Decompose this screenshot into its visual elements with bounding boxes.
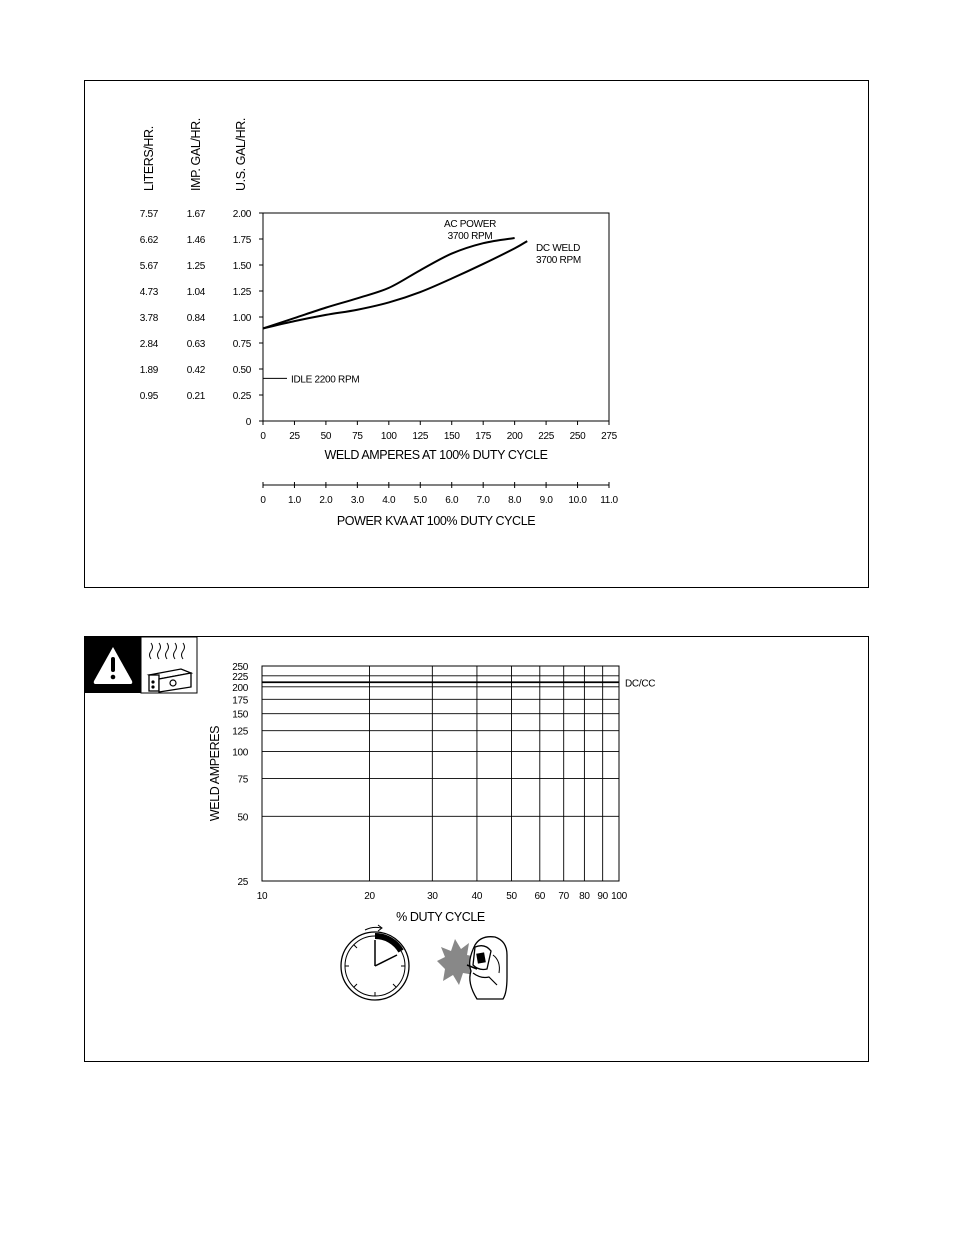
y-tick-label-imp-gal: 0.42: [186, 365, 205, 376]
duty-y-tick-label: 150: [232, 709, 248, 721]
duty-x-tick-label: 70: [558, 891, 569, 902]
x-tick-label: 225: [538, 431, 554, 442]
y-tick-label-us-gal: 2.00: [232, 209, 251, 220]
y-tick-label-us-gal: 0.25: [232, 391, 251, 402]
x2-tick-label: 3.0: [350, 495, 364, 506]
x-tick-label: 0: [260, 431, 266, 442]
dc-cc-label: DC/CC: [625, 678, 656, 690]
duty-y-tick-label: 200: [232, 682, 248, 694]
duty-x-tick-label: 40: [471, 891, 483, 902]
series-label: 3700 RPM: [536, 255, 581, 266]
duty-x-tick-label: 30: [427, 891, 438, 902]
y-column-label: IMP. GAL/HR.: [189, 118, 203, 191]
duty-x-tick-label: 90: [597, 891, 608, 902]
series-label: AC POWER: [443, 219, 497, 230]
x-tick-label: 75: [352, 431, 363, 442]
y-tick-label-liters: 1.89: [139, 365, 158, 376]
x2-tick-label: 10.0: [568, 495, 587, 506]
duty-plot-frame: [262, 666, 619, 881]
duty-cycle-chart: [85, 637, 870, 1063]
y-tick-label-imp-gal: 1.25: [186, 261, 205, 272]
duty-y-tick-label: 50: [237, 812, 248, 824]
x2-tick-label: 2.0: [319, 495, 333, 506]
y-tick-label-us-gal: 1.50: [232, 261, 251, 272]
y-tick-label-imp-gal: 1.67: [186, 209, 205, 220]
duty-y-tick-label: 225: [232, 671, 248, 683]
y-tick-label-liters: 0.95: [139, 391, 158, 402]
fuel-consumption-chart: [85, 81, 870, 589]
y-tick-label-liters: 2.84: [139, 339, 158, 350]
y-tick-label-us-gal: 1.25: [232, 287, 251, 298]
duty-x-tick-label: 60: [534, 891, 546, 902]
warning-triangle-icon: [85, 637, 141, 693]
x2-tick-label: 11.0: [600, 495, 618, 506]
duty-y-tick-label: 125: [232, 726, 248, 738]
fuel-consumption-panel: [84, 80, 869, 588]
x-axis-title: WELD AMPERES AT 100% DUTY CYCLE: [324, 448, 548, 462]
x2-tick-label: 0: [260, 495, 266, 506]
y-tick-label-imp-gal: 0.63: [186, 339, 205, 350]
series-label: 3700 RPM: [447, 231, 493, 242]
x-tick-label: 250: [569, 431, 586, 442]
y-column-label: U.S. GAL/HR.: [234, 118, 248, 191]
y-column-label: LITERS/HR.: [142, 126, 156, 191]
x-tick-label: 200: [506, 431, 523, 442]
duty-cycle-panel: [84, 636, 869, 1062]
series-label: DC WELD: [536, 243, 581, 254]
duty-x-tick-label: 10: [256, 891, 268, 902]
y-tick-label-imp-gal: 0.84: [186, 313, 205, 324]
ac-power-line: [263, 238, 515, 328]
x-tick-label: 275: [601, 431, 617, 442]
duty-y-tick-label: 175: [232, 695, 248, 707]
y-tick-label-us-gal: 1.75: [232, 235, 251, 246]
x-tick-label: 25: [289, 431, 300, 442]
x2-tick-label: 8.0: [508, 495, 522, 506]
duty-y-tick-label: 250: [232, 662, 248, 673]
y-tick-label-liters: 3.78: [139, 313, 158, 324]
x2-axis-title: POWER KVA AT 100% DUTY CYCLE: [336, 514, 536, 528]
x2-tick-label: 6.0: [445, 495, 459, 506]
x2-tick-label: 4.0: [382, 495, 396, 506]
duty-y-tick-label: 75: [237, 774, 248, 786]
idle-annotation: IDLE 2200 RPM: [291, 374, 360, 386]
y-tick-label-us-gal: 1.00: [232, 313, 251, 324]
y-tick-label-imp-gal: 1.46: [186, 235, 205, 246]
duty-x-tick-label: 50: [506, 891, 517, 902]
x2-tick-label: 7.0: [476, 495, 490, 506]
y-tick-label-liters: 4.73: [139, 287, 158, 298]
x-tick-label: 100: [380, 431, 397, 442]
duty-cycle-clock-icon: [341, 925, 409, 1000]
y-tick-label-liters: 7.57: [139, 209, 158, 220]
y-tick-label-liters: 6.62: [139, 235, 158, 246]
duty-x-tick-label: 80: [579, 891, 590, 902]
y-tick-label-us-gal: 0.75: [232, 339, 251, 350]
y-tick-label-us-gal: 0: [245, 417, 251, 428]
duty-y-tick-label: 100: [232, 747, 248, 759]
overheating-machine-icon: [141, 637, 197, 693]
duty-y-tick-label: 25: [237, 877, 248, 888]
x2-tick-label: 5.0: [413, 495, 427, 506]
duty-x-axis-title: % DUTY CYCLE: [396, 910, 485, 924]
x2-tick-label: 9.0: [539, 495, 553, 506]
duty-x-tick-label: 20: [364, 891, 375, 902]
y-tick-label-imp-gal: 1.04: [186, 287, 205, 298]
x-tick-label: 125: [412, 431, 429, 442]
x-tick-label: 175: [475, 431, 492, 442]
x-tick-label: 50: [320, 431, 332, 442]
y-tick-label-us-gal: 0.50: [232, 365, 251, 376]
welder-operator-icon: [437, 937, 507, 999]
duty-x-tick-label: 100: [611, 891, 627, 902]
y-tick-label-imp-gal: 0.21: [186, 391, 205, 402]
x-tick-label: 150: [443, 431, 460, 442]
x2-tick-label: 1.0: [287, 495, 301, 506]
y-tick-label-liters: 5.67: [139, 261, 158, 272]
duty-y-axis-title: WELD AMPERES: [208, 725, 222, 822]
